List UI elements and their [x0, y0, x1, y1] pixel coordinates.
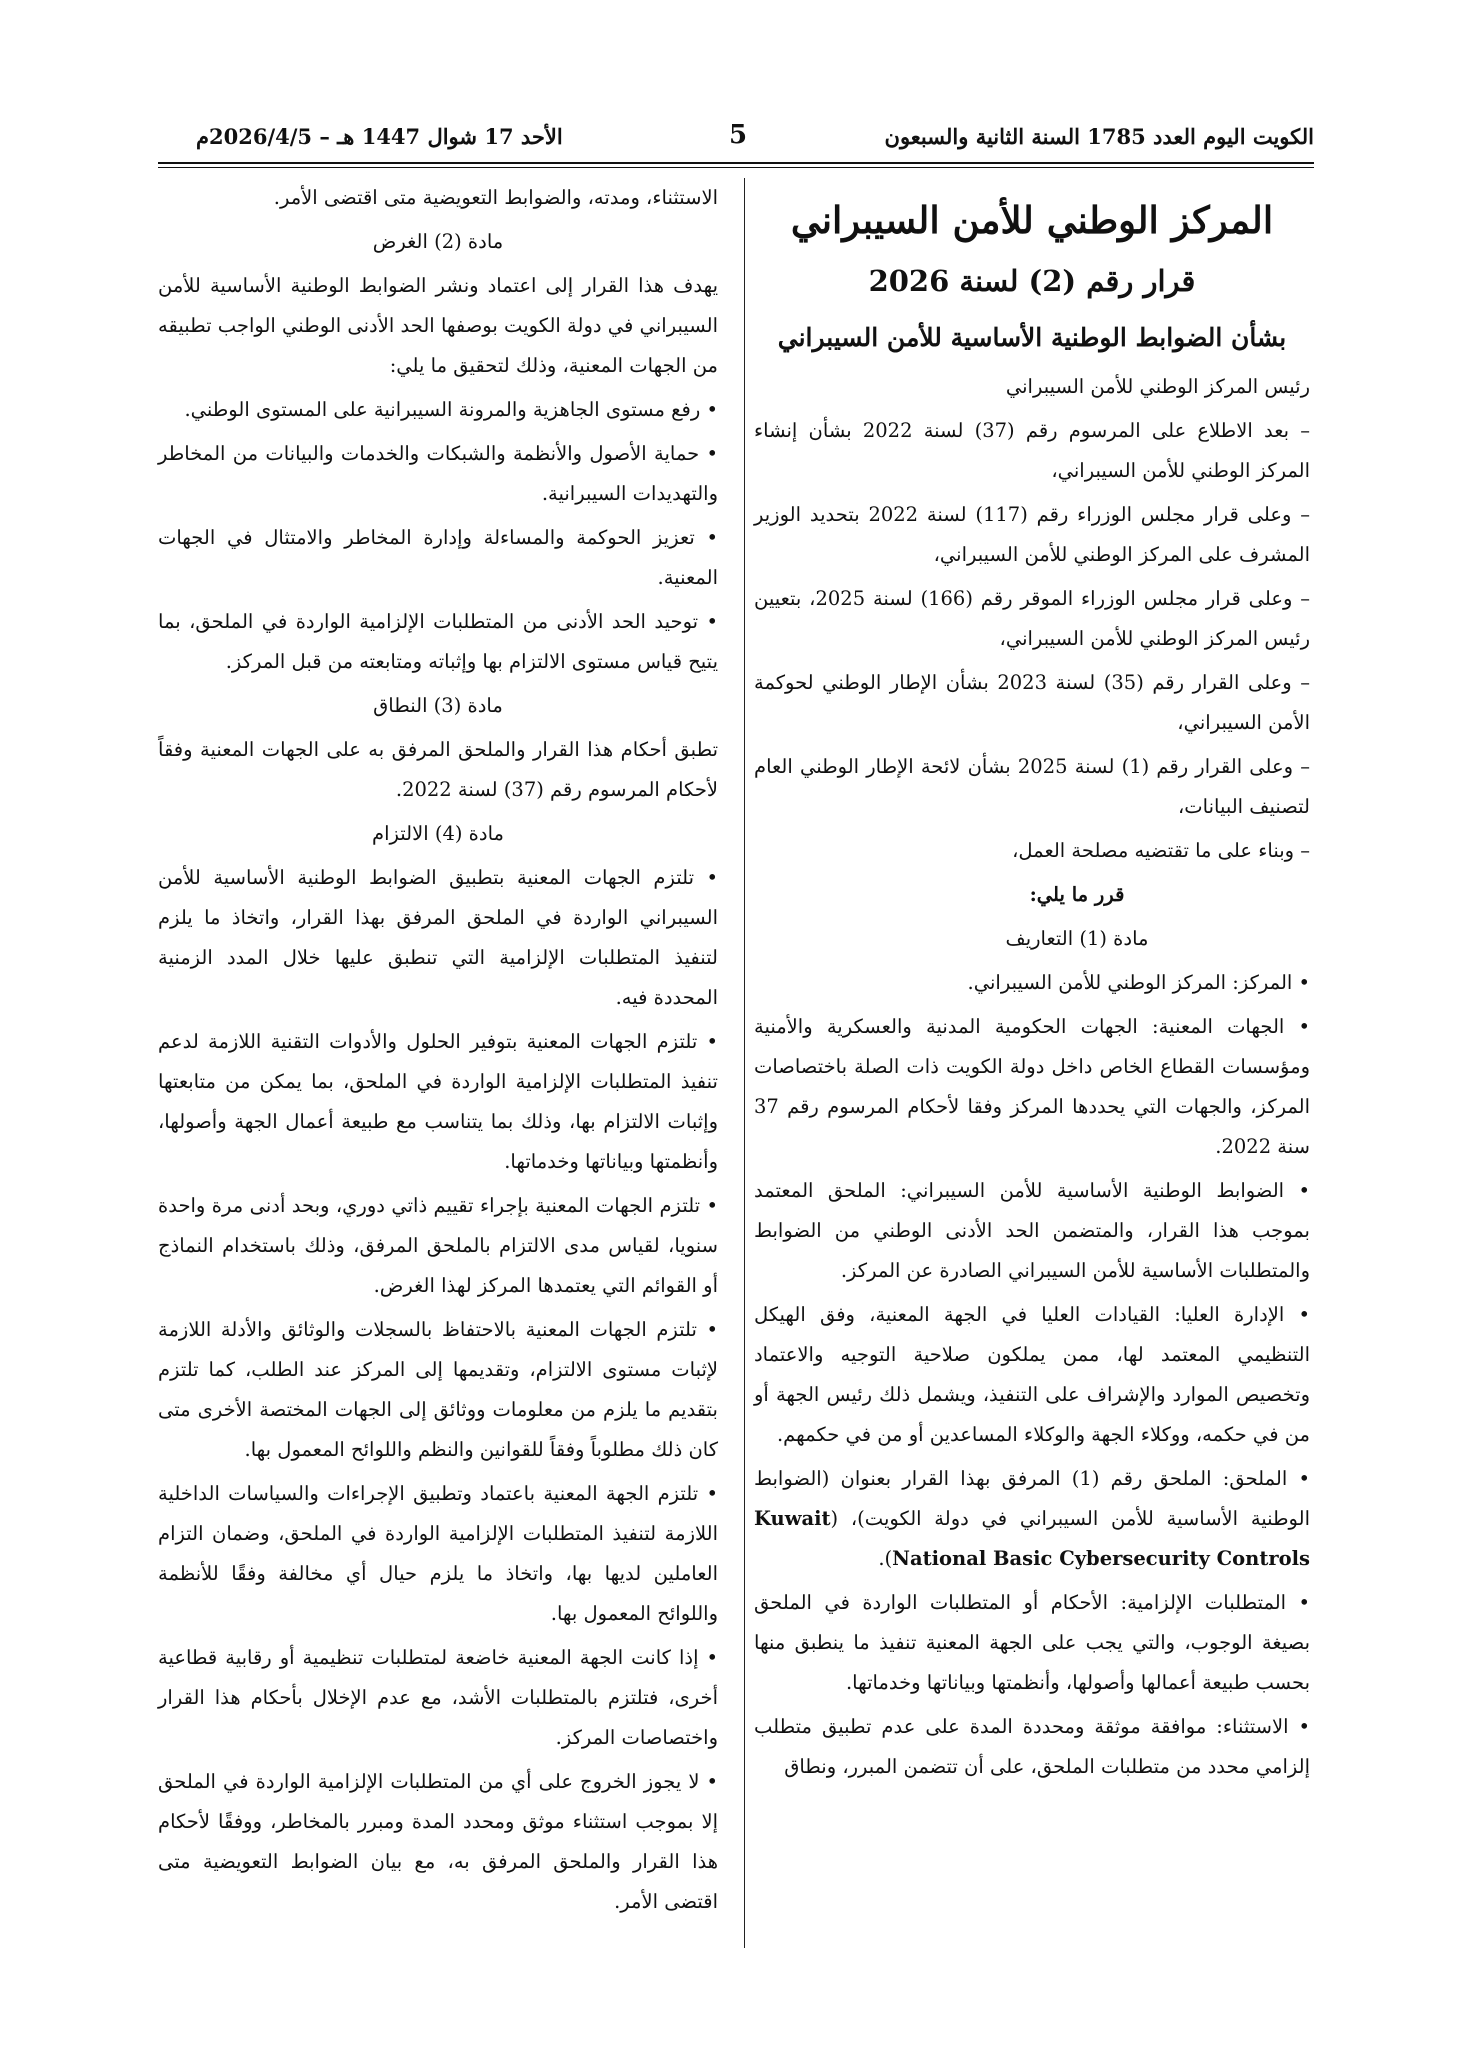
article-2-heading: مادة (2) الغرض: [372, 230, 504, 253]
header-date: الأحد 17 شوال 1447 هـ – 2026/4/5م: [196, 124, 563, 149]
compliance-item: • إذا كانت الجهة المعنية خاضعة لمتطلبات تنظيمية أو رقابية قطاعية أخرى، فتلتزم بالمتطلبات الأشد، مع عدم الإخلال بأحكام هذا القرار واختصاصات المركز.: [158, 1646, 718, 1749]
definition-item: • المركز: المركز الوطني للأمن السيبراني.: [967, 971, 1310, 994]
compliance-item: • تلتزم الجهات المعنية بتطبيق الضوابط الوطنية الأساسية للأمن السيبراني الواردة في الملحق المرفق بهذا القرار، واتخاذ ما يلزم لتنفيذ المتطلبات الإلزامية التي تنطبق عليها خلال المدد الزمنية المحددة فيه.: [158, 866, 718, 1009]
definition-item: • المتطلبات الإلزامية: الأحكام أو المتطلبات الواردة في الملحق بصيغة الوجوب، والتي يجب على الجهة المعنية تنفيذ ما ينطبق منها بحسب طبيعة أعمالها وأصولها، وأنظمتها وبياناتها وخدماتها.: [754, 1591, 1310, 1694]
purpose-item: • رفع مستوى الجاهزية والمرونة السيبرانية على المستوى الوطني.: [184, 398, 718, 421]
purpose-item: • توحيد الحد الأدنى من المتطلبات الإلزامية الواردة في الملحق، بما يتيح قياس مستوى الالتزام بها وإثباته ومتابعته من قبل المركز.: [158, 610, 718, 673]
article-4-heading: مادة (4) الالتزام: [372, 822, 504, 845]
authority-title: المركز الوطني للأمن السيبراني: [790, 198, 1274, 242]
definition-item: • الإدارة العليا: القيادات العليا في الجهة المعنية، وفق الهيكل التنظيمي المعتمد لها، ممن يملكون صلاحية التوجيه والاعتماد وتخصيص الموارد والإشراف على التنفيذ، ويشمل ذلك رئيس الجهة أو من في حكمه، ووكلاء الجهة والوكلاء المساعدين أو من في حكمهم.: [754, 1303, 1310, 1446]
purpose-item: • تعزيز الحوكمة والمساءلة وإدارة المخاطر والامتثال في الجهات المعنية.: [158, 526, 718, 589]
header-issue-info: الكويت اليوم العدد 1785 السنة الثانية والسبعون: [884, 124, 1314, 149]
header-rule-thick: [158, 162, 1314, 164]
right-column: [754, 185, 1310, 1791]
decision-number: قرار رقم (2) لسنة 2026: [868, 264, 1196, 298]
article-1-heading: مادة (1) التعاريف: [1005, 927, 1149, 950]
decided-line: قرر ما يلي:: [1029, 883, 1125, 906]
compliance-item: • تلتزم الجهات المعنية بإجراء تقييم ذاتي دوري، وبحد أدنى مرة واحدة سنويا، لقياس مدى الالتزام بالملحق المرفق، وذلك باستخدام النماذج أو القوائم التي يعتمدها المركز لهذا الغرض.: [158, 1194, 718, 1297]
preamble-item: – وعلى القرار رقم (1) لسنة 2025 بشأن لائحة الإطار الوطني العام لتصنيف البيانات،: [754, 755, 1310, 818]
preamble-item: – وبناء على ما تقتضيه مصلحة العمل،: [1012, 839, 1310, 862]
left-column: [158, 178, 718, 1926]
compliance-item: • تلتزم الجهات المعنية بالاحتفاظ بالسجلات والوثائق والأدلة اللازمة لإثبات مستوى الالتزام، وتقديمها إلى المركز عند الطلب، كما تلتزم بتقديم ما يلزم من معلومات ووثائق إلى الجهات المختصة الأخرى متى كان ذلك مطلوباً وفقاً للقوانين والنظم واللوائح المعمول بها.: [158, 1318, 718, 1461]
annex-definition: [754, 1459, 1310, 1579]
article-2-intro: يهدف هذا القرار إلى اعتماد ونشر الضوابط الوطنية الأساسية للأمن السيبراني في دولة الكويت بوصفها الحد الأدنى الوطني الواجب تطبيقه من الجهات المعنية، وذلك لتحقيق ما يلي:: [158, 274, 718, 377]
purpose-item: • حماية الأصول والأنظمة والشبكات والخدمات والبيانات من المخاطر والتهديدات السيبرانية.: [158, 442, 718, 505]
article-3-text: تطبق أحكام هذا القرار والملحق المرفق به على الجهات المعنية وفقاً لأحكام المرسوم رقم (37) لسنة 2022.: [158, 738, 718, 801]
issuer-line: رئيس المركز الوطني للأمن السيبراني: [1005, 375, 1310, 398]
page-number: 5: [728, 120, 748, 150]
definition-item: • الجهات المعنية: الجهات الحكومية المدنية والعسكرية والأمنية ومؤسسات القطاع الخاص داخل دولة الكويت ذات الصلة باختصاصات المركز، والجهات التي يحددها المركز وفقا لأحكام المرسوم رقم 37 سنة 2022.: [754, 1015, 1310, 1158]
preamble-item: – وعلى قرار مجلس الوزراء رقم (117) لسنة 2022 بتحديد الوزير المشرف على المركز الوطني للأمن السيبراني،: [754, 503, 1310, 566]
column-divider: [744, 178, 745, 1948]
continuation-text: الاستثناء، ومدته، والضوابط التعويضية متى اقتضى الأمر.: [273, 186, 718, 209]
annex-definition-arabic: • الملحق: الملحق رقم (1) المرفق بهذا القرار بعنوان (الضوابط الوطنية الأساسية للأمن السيبراني في دولة الكويت)، (: [754, 1467, 1310, 1530]
annex-english-title: Kuwait National Basic Cybersecurity Controls: [754, 1507, 1310, 1570]
compliance-item: • تلتزم الجهة المعنية باعتماد وتطبيق الإجراءات والسياسات الداخلية اللازمة لتنفيذ المتطلبات الإلزامية الواردة في الملحق، وضمان التزام العاملين لديها بها، واتخاذ ما يلزم حيال أي مخالفة وفقًا للأنظمة واللوائح المعمول بها.: [158, 1482, 718, 1625]
decision-subject: بشأن الضوابط الوطنية الأساسية للأمن السيبراني: [777, 323, 1287, 352]
definition-item: • الاستثناء: موافقة موثقة ومحددة المدة على عدم تطبيق متطلب إلزامي محدد من متطلبات الملحق، على أن تتضمن المبرر، ونطاق: [754, 1715, 1310, 1778]
preamble-item: – وعلى القرار رقم (35) لسنة 2023 بشأن الإطار الوطني لحوكمة الأمن السيبراني،: [754, 671, 1310, 734]
definition-item: • الضوابط الوطنية الأساسية للأمن السيبراني: الملحق المعتمد بموجب هذا القرار، والمتضمن الحد الأدنى الوطني من الضوابط والمتطلبات الأساسية للأمن السيبراني الصادرة عن المركز.: [754, 1179, 1310, 1282]
compliance-item: • تلتزم الجهات المعنية بتوفير الحلول والأدوات التقنية اللازمة لدعم تنفيذ المتطلبات الإلزامية الواردة في الملحق، بما يمكن من متابعتها وإثبات الالتزام بها، وذلك بما يتناسب مع طبيعة أعمال الجهة وأصولها، وأنظمتها وبياناتها وخدماتها.: [158, 1030, 718, 1173]
preamble-item: – وعلى قرار مجلس الوزراء الموقر رقم (166) لسنة 2025، بتعيين رئيس المركز الوطني للأمن السيبراني،: [754, 587, 1310, 650]
annex-definition-end: ).: [878, 1547, 893, 1570]
article-3-heading: مادة (3) النطاق: [373, 694, 503, 717]
preamble-item: – بعد الاطلاع على المرسوم رقم (37) لسنة 2022 بشأن إنشاء المركز الوطني للأمن السيبراني،: [754, 419, 1310, 482]
compliance-item: • لا يجوز الخروج على أي من المتطلبات الإلزامية الواردة في الملحق إلا بموجب استثناء موثق ومحدد المدة ومبرر بالمخاطر، ووفقًا لأحكام هذا القرار والملحق المرفق به، مع بيان الضوابط التعويضية متى اقتضى الأمر.: [158, 1770, 718, 1913]
header-rule-thin: [158, 167, 1314, 168]
